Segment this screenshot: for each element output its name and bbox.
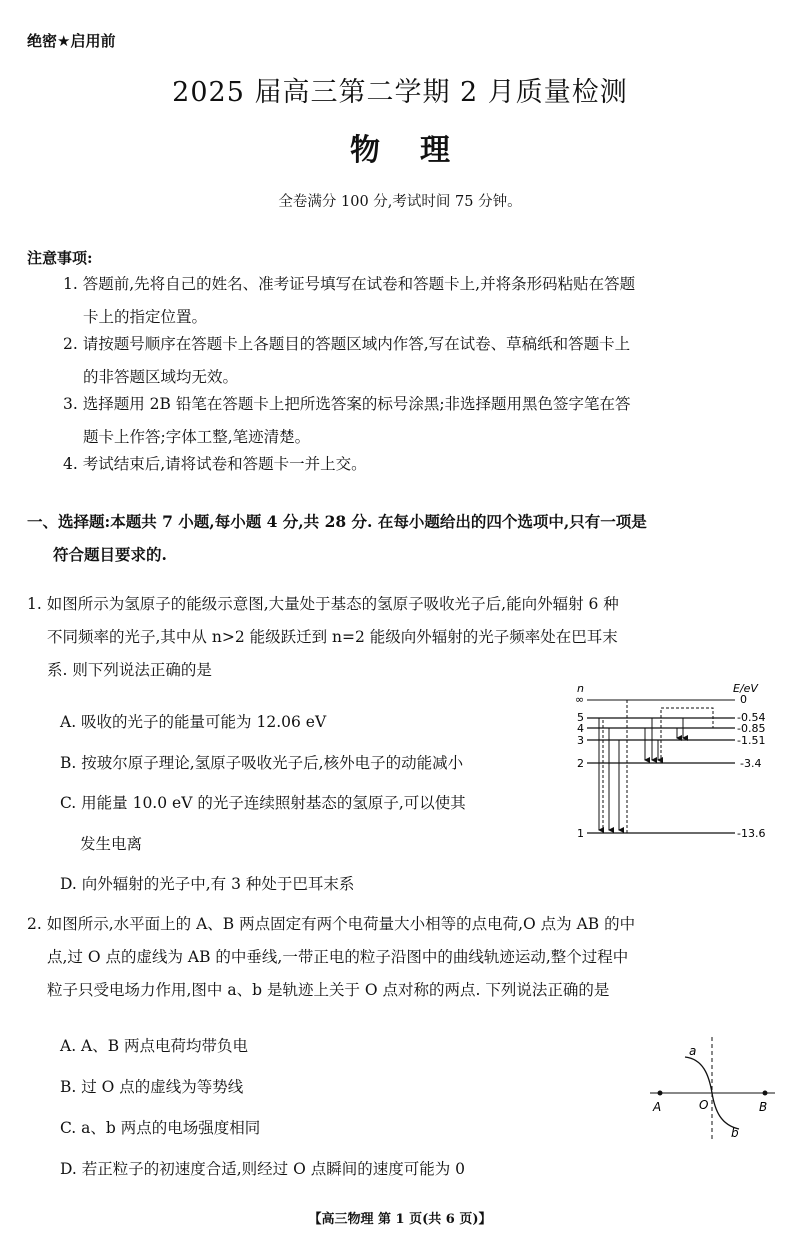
q1-option-b: B. 按玻尔原子理论,氢原子吸收光子后,核外电子的动能减小: [60, 754, 464, 772]
q1-line: 不同频率的光子,其中从 n>2 能级跃迁到 n=2 能级向外辐射的光子频率处在巴耳末: [47, 628, 618, 646]
q2-option-c: C. a、b 两点的电场强度相同: [60, 1119, 261, 1137]
notice-line: 题卡上作答;字体工整,笔迹清楚。: [83, 428, 311, 446]
q1-option-a: A. 吸收的光子的能量可能为 12.06 eV: [60, 713, 327, 731]
energy-level-diagram: [565, 680, 780, 850]
notice-item: [63, 268, 773, 334]
excitation-dashed-path: [603, 718, 691, 833]
level-e-3: -1.51: [737, 734, 766, 747]
level-e-1: -13.6: [737, 827, 766, 840]
notice-line: 1. 答题前,先将自己的姓名、准考证号填写在试卷和答题卡上,并将条形码粘贴在答题: [63, 275, 636, 293]
level-n-inf: ∞: [575, 693, 585, 706]
level-n-4: 4: [577, 722, 584, 735]
notice-line: 4. 考试结束后,请将试卷和答题卡一并上交。: [63, 455, 367, 473]
section-heading: [27, 505, 777, 571]
q2-line: 2. 如图所示,水平面上的 A、B 两点固定有两个电荷量大小相等的点电荷,O 点为 AB 的中: [27, 915, 636, 933]
q1-line: 系. 则下列说法正确的是: [47, 661, 212, 679]
secret-label: 绝密★启用前: [27, 32, 116, 50]
notice-line: 2. 请按题号顺序在答题卡上各题目的答题区域内作答,写在试卷、草稿纸和答题卡上: [63, 335, 631, 353]
label-b: b: [731, 1126, 739, 1140]
label-a: a: [689, 1044, 697, 1058]
section-line: 一、选择题:本题共 7 小题,每小题 4 分,共 28 分. 在每小题给出的四个选项中,只有一项是: [27, 512, 647, 531]
level-e-2: -3.4: [740, 757, 762, 770]
n-axis-label: n: [577, 682, 584, 695]
level-n-2: 2: [577, 757, 584, 770]
label-A: A: [653, 1100, 662, 1114]
label-O: O: [699, 1098, 709, 1112]
question-1-stem: [27, 588, 777, 687]
section-line: 符合题目要求的.: [53, 545, 167, 564]
question-2-stem: [27, 908, 777, 1007]
level-n-3: 3: [577, 734, 584, 747]
score-note: 全卷满分 100 分,考试时间 75 分钟。: [278, 194, 522, 210]
page-footer: 【高三物理 第 1 页(共 6 页)】: [308, 1212, 492, 1227]
charge-b-point: [763, 1091, 768, 1096]
label-B: B: [759, 1100, 768, 1114]
level-n-1: 1: [577, 827, 584, 840]
q1-line: 1. 如图所示为氢原子的能级示意图,大量处于基态的氢原子吸收光子后,能向外辐射 6 种: [27, 595, 619, 613]
q2-option-d: D. 若正粒子的初速度合适,则经过 O 点瞬间的速度可能为 0: [60, 1160, 466, 1178]
exam-title: 2025 届高三第二学期 2 月质量检测: [172, 77, 628, 108]
level-e-4: -0.85: [737, 722, 766, 735]
notice-item: [63, 328, 773, 394]
q2-option-b: B. 过 O 点的虚线为等势线: [60, 1078, 244, 1096]
level-e-inf: 0: [740, 693, 747, 706]
notice-heading: 注意事项:: [27, 249, 93, 267]
dashed-path: [661, 708, 713, 763]
q1-option-c: C. 用能量 10.0 eV 的光子连续照射基态的氢原子,可以使其: [60, 794, 466, 812]
level-e-5: -0.54: [737, 711, 766, 724]
notice-line: 3. 选择题用 2B 铅笔在答题卡上把所选答案的标号涂黑;非选择题用黑色签字笔在答: [63, 395, 631, 413]
notice-line: 的非答题区域均无效。: [83, 368, 239, 386]
level-n-5: 5: [577, 711, 584, 724]
notice-item: [63, 448, 773, 481]
charge-a-point: [658, 1091, 663, 1096]
e-axis-label: E/eV: [733, 682, 758, 695]
q2-option-a: A. A、B 两点电荷均带负电: [60, 1037, 249, 1055]
notice-item: [63, 388, 773, 454]
q2-line: 粒子只受电场力作用,图中 a、b 是轨迹上关于 O 点对称的两点. 下列说法正确的是: [47, 981, 610, 999]
field-trajectory-diagram: [645, 1035, 780, 1145]
subject-title: 物理: [350, 133, 490, 168]
q1-option-c-cont: 发生电离: [80, 835, 143, 853]
notice-line: 卡上的指定位置。: [83, 308, 208, 326]
q1-option-d: D. 向外辐射的光子中,有 3 种处于巴耳末系: [60, 875, 355, 893]
q2-line: 点,过 O 点的虚线为 AB 的中垂线,一带正电的粒子沿图中的曲线轨迹运动,整个过程中: [47, 948, 629, 966]
